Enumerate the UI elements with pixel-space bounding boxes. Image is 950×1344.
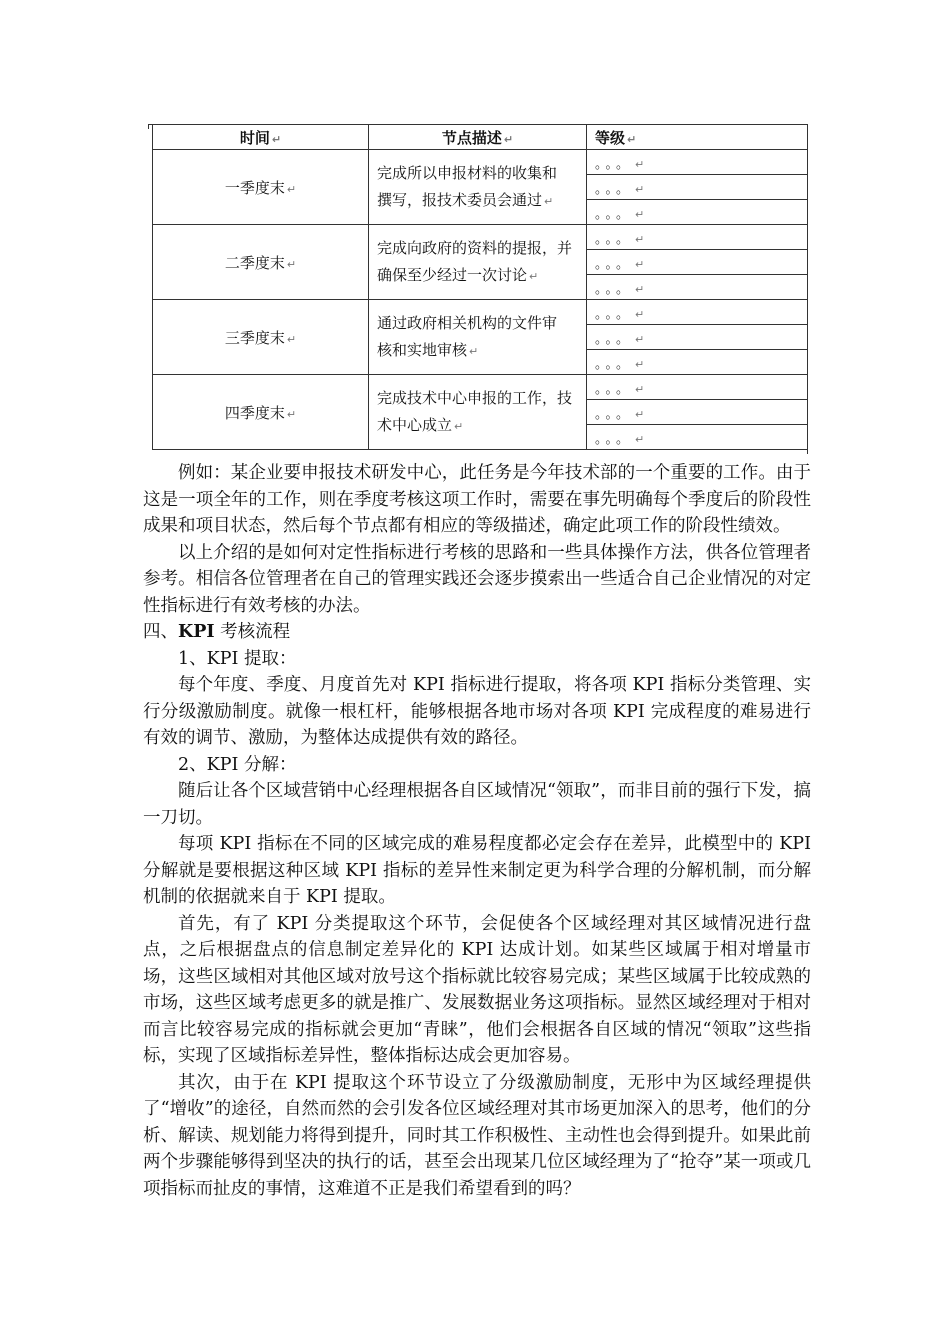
subheading: 2、KPI 分解： <box>178 754 297 775</box>
grade-cell: 。。。 ↵ <box>587 275 808 300</box>
table-row <box>153 225 808 250</box>
desc-cell: 完成向政府的资料的提报，并 确保至少经过一次讨论 ↵ <box>369 225 587 300</box>
grade-cell: 。。。 ↵ <box>587 400 808 425</box>
paragraph: 每个年度、季度、月度首先对 KPI 指标进行提取，将各项 KPI 指标分类管理、实行分级激励制度。就像一根杠杆，能够根据各地市场对各项 KPI 完成程度的难易进行有效的调节、激励，为整体达成提供有效的路径。 <box>143 675 811 748</box>
grade-cell: 。。。 ↵ <box>587 300 808 325</box>
grade-cell: 。。。 ↵ <box>587 175 808 200</box>
grade-cell: 。。。 ↵ <box>587 200 808 225</box>
grade-cell: 。。。 ↵ <box>587 225 808 250</box>
desc-cell: 完成技术中心申报的工作，技 术中心成立 ↵ <box>369 375 587 450</box>
grade-cell: 。。。 ↵ <box>587 425 808 450</box>
desc-cell: 完成所以申报材料的收集和 撰写，报技术委员会通过 ↵ <box>369 150 587 225</box>
grade-cell: 。。。 ↵ <box>587 350 808 375</box>
table-row <box>153 375 808 400</box>
grade-cell: 。。。 ↵ <box>587 150 808 175</box>
paragraph: 其次，由于在 KPI 提取这个环节设立了分级激励制度，无形中为区域经理提供了“增收”的途径，自然而然的会引发各位区域经理对其市场更加深入的思考，他们的分析、解读、规划能力将得到提升，同时其工作积极性、主动性也会得到提升。如果此前两个步骤能够得到坚决的执行的话，甚至会出现某几位区域经理为了“抢夺”某一项或几项指标而扯皮的事情，这难道不正是我们希望看到的吗？ <box>143 1072 811 1199</box>
table-row <box>153 300 808 325</box>
paragraph: 以上介绍的是如何对定性指标进行考核的思路和一些具体操作方法，供各位管理者参考。相信各位管理者在自己的管理实践还会逐步摸索出一些适合自己企业情况的对定性指标进行有效考核的办法。 <box>143 542 811 616</box>
heading-suffix: 考核流程 <box>214 622 291 642</box>
table-corner-mark <box>148 124 157 129</box>
table-header-row <box>153 125 808 150</box>
heading-prefix: 四、 <box>143 622 178 642</box>
grade-cell: 。。。 ↵ <box>587 250 808 275</box>
section-heading <box>143 619 811 646</box>
time-cell: 三季度末 ↵ <box>153 300 369 375</box>
milestone-table <box>152 124 808 450</box>
body-text <box>143 460 811 1202</box>
time-cell: 一季度末 ↵ <box>153 150 369 225</box>
heading-bold: KPI <box>178 622 215 642</box>
time-cell: 四季度末 ↵ <box>153 375 369 450</box>
time-cell: 二季度末 ↵ <box>153 225 369 300</box>
header-level: 等级 ↵ <box>587 125 808 150</box>
grade-cell: 。。。 ↵ <box>587 375 808 400</box>
subheading: 1、KPI 提取： <box>178 648 297 669</box>
table-row <box>153 150 808 175</box>
desc-cell: 通过政府相关机构的文件审 核和实地审核 ↵ <box>369 300 587 375</box>
header-time: 时间 ↵ <box>153 125 369 150</box>
paragraph: 首先，有了 KPI 分类提取这个环节，会促使各个区域经理对其区域情况进行盘点，之后根据盘点的信息制定差异化的 KPI 达成计划。如某些区域属于相对增量市场，这些区域相对其他区域对放号这个指标就比较容易完成；某些区域属于比较成熟的市场，这些区域考虑更多的就是推广、发展数据业务这项指标。显然区域经理对于相对而言比较容易完成的指标就会更加“青睐”，他们会根据各自区域的情况“领取”这些指标，实现了区域指标差异性，整体指标达成会更加容易。 <box>143 913 811 1066</box>
grade-cell: 。。。 ↵ <box>587 325 808 350</box>
paragraph: 例如：某企业要申报技术研发中心，此任务是今年技术部的一个重要的工作。由于这是一项全年的工作，则在季度考核这项工作时，需要在事先明确每个季度后的阶段性成果和项目状态，然后每个节点都有相应的等级描述，确定此项工作的阶段性绩效。 <box>143 463 811 536</box>
paragraph: 每项 KPI 指标在不同的区域完成的难易程度都必定会存在差异，此模型中的 KPI 分解就是要根据这种区域 KPI 指标的差异性来制定更为科学合理的分解机制，而分解机制的依据就来自于 KPI 提取。 <box>143 834 811 907</box>
table-corner-mark <box>801 448 808 454</box>
header-desc: 节点描述 ↵ <box>369 125 587 150</box>
milestone-table-figure <box>148 124 808 454</box>
paragraph: 随后让各个区域营销中心经理根据各自区域情况“领取”，而非目前的强行下发，搞一刀切。 <box>143 781 811 828</box>
